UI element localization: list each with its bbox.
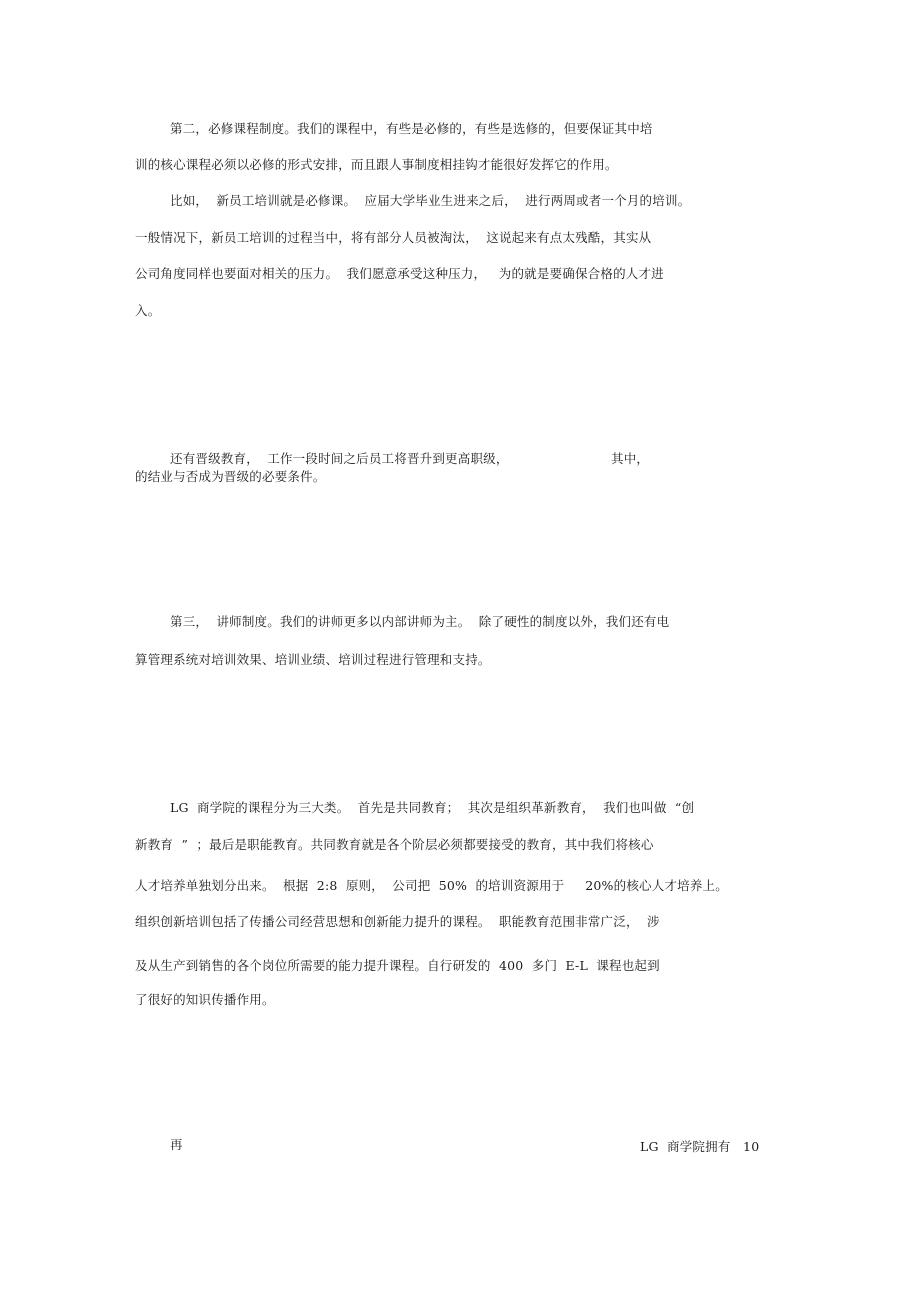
paragraph-line: 人才培养单独划分出来。 根据 2:8 原则， 公司把 50% 的培训资源用于 20%的核心人才培养上。 — [135, 878, 728, 893]
paragraph-line: 第三， 讲师制度。我们的讲师更多以内部讲师为主。 除了硬性的制度以外，我们还有电 — [170, 614, 670, 629]
paragraph-line-fragment: 其中， — [611, 451, 650, 466]
paragraph-line: 还有晋级教育， 工作一段时间之后员工将晋升到更高职级， — [170, 451, 509, 466]
paragraph-line: 公司角度同样也要面对相关的压力。 我们愿意承受这种压力， 为的就是要确保合格的人才进 — [135, 266, 664, 281]
paragraph-line: 新教育 ” ；最后是职能教育。共同教育就是各个阶层必须都要接受的教育，其中我们将核心 — [135, 837, 654, 852]
paragraph-line: 一般情况下，新员工培训的过程当中，将有部分人员被淘汰， 这说起来有点太残酷，其实从 — [135, 230, 652, 245]
footer-right-text: LG 商学院拥有 10 — [640, 1139, 760, 1154]
paragraph-line: 第二，必修课程制度。我们的课程中，有些是必修的，有些是选修的，但要保证其中培 — [170, 121, 653, 136]
paragraph-line: 算管理系统对培训效果、培训业绩、培训过程进行管理和支持。 — [135, 652, 491, 667]
paragraph-line: 了很好的知识传播作用。 — [135, 992, 275, 1007]
paragraph-line: LG 商学院的课程分为三大类。 首先是共同教育； 其次是组织革新教育， 我们也叫做 “创 — [170, 800, 695, 815]
paragraph-line: 组织创新培训包括了传播公司经营思想和创新能力提升的课程。 职能教育范围非常广泛， 涉 — [135, 914, 660, 929]
paragraph-line: 比如， 新员工培训就是必修课。 应届大学毕业生进来之后， 进行两周或者一个月的培训。 — [170, 193, 691, 208]
paragraph-line: 及从生产到销售的各个岗位所需要的能力提升课程。自行研发的 400 多门 E-L 课程也起到 — [135, 958, 660, 973]
paragraph-line: 入。 — [135, 303, 161, 318]
paragraph-line: 训的核心课程必须以必修的形式安排，而且跟人事制度相挂钩才能很好发挥它的作用。 — [135, 157, 618, 172]
paragraph-line: 的结业与否成为晋级的必要条件。 — [135, 469, 326, 484]
footer-left-text: 再 — [170, 1137, 183, 1152]
